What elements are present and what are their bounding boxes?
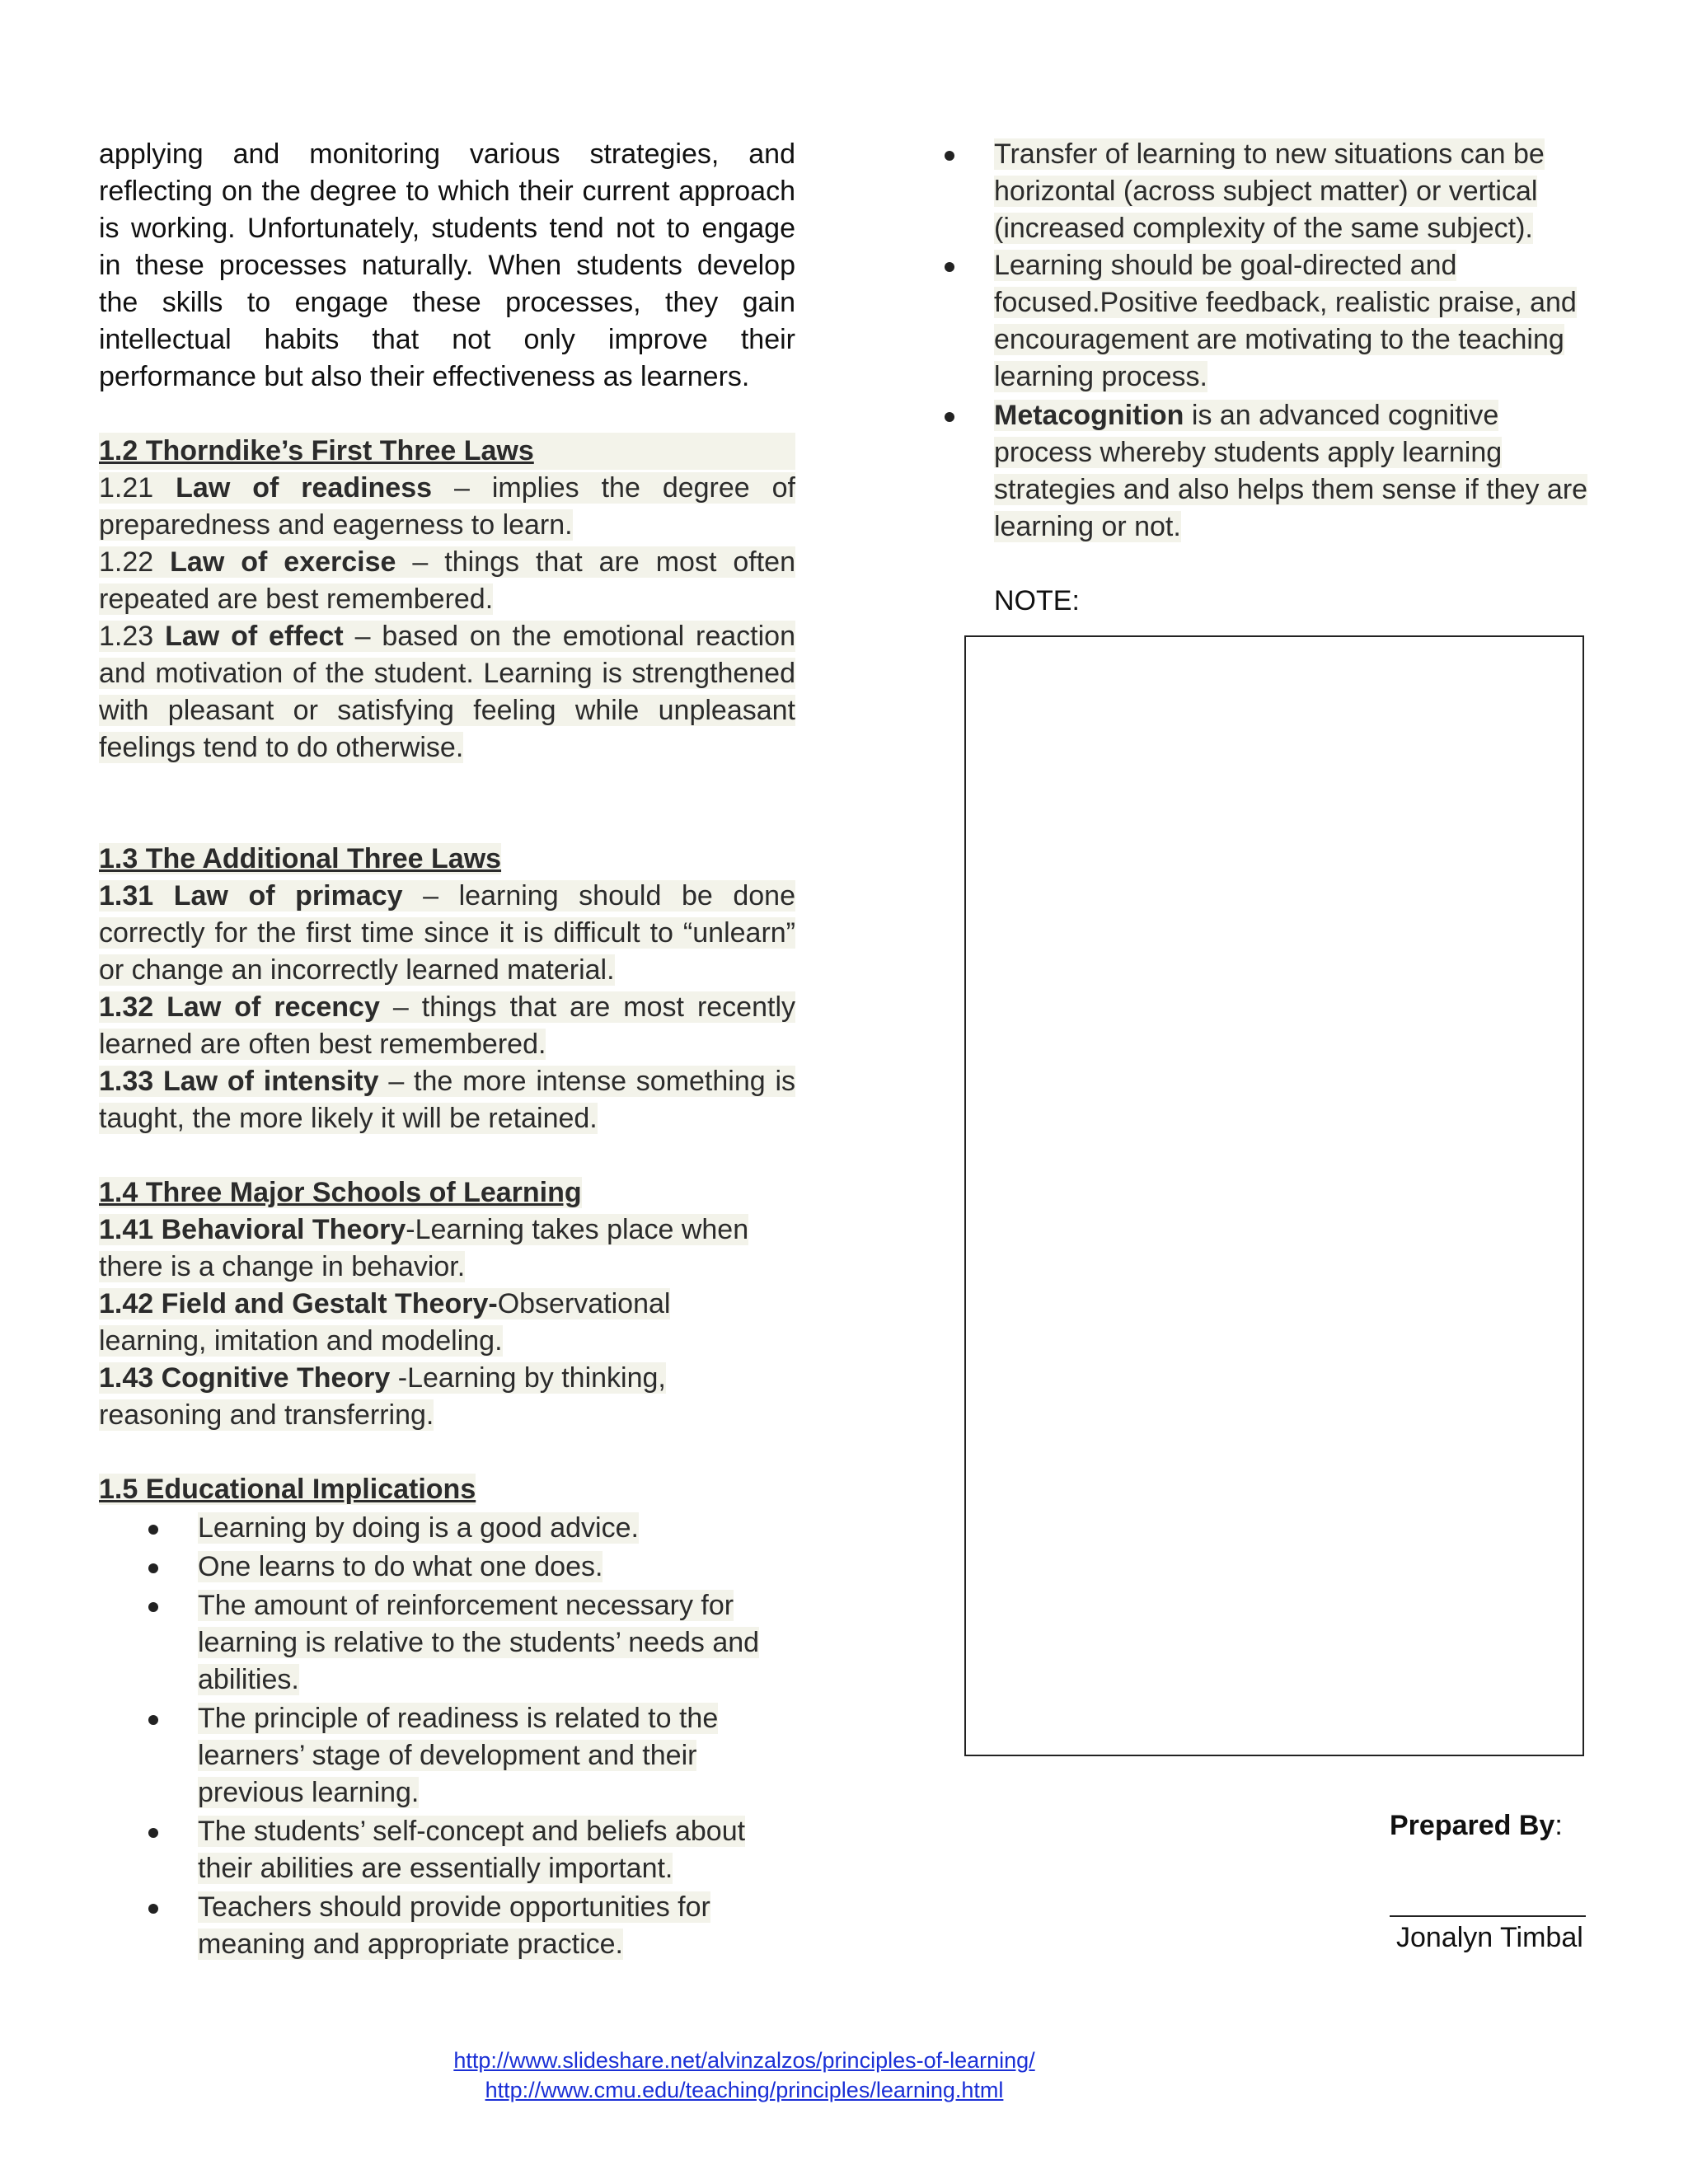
intro-paragraph: applying and monitoring various strategies, and reflecting on the degree to which their current approach is working. Unfortunately, students tend not to engage in these processes naturally. When students develop the skills to engage these processes, they gain intellectual habits that not only improve their performance but also their effectiveness as learners. bbox=[99, 138, 795, 392]
right-column bbox=[940, 136, 1591, 620]
law-recency: 1.32 Law of recency – things that are most recently learned are often best remembered. bbox=[99, 991, 795, 1060]
list-item: Teachers should provide opportunities for meaning and appropriate practice. bbox=[99, 1889, 775, 1963]
section-heading: 1.4 Three Major Schools of Learning bbox=[99, 1177, 582, 1208]
law-intensity: 1.33 Law of intensity – the more intense something is taught, the more likely it will be retained. bbox=[99, 1066, 795, 1134]
reference-link-cmu[interactable]: http://www.cmu.edu/teaching/principles/learning.html bbox=[485, 2078, 1004, 2102]
reference-links bbox=[0, 2046, 1489, 2105]
law-effect: 1.23 Law of effect – based on the emotional reaction and motivation of the student. Learning is strengthened with pleasant or satisfying feeling while unpleasant feelings tend to do otherwise. bbox=[99, 621, 796, 763]
note-label: NOTE: bbox=[994, 585, 1080, 616]
principles-list bbox=[940, 136, 1591, 546]
gestalt-theory: 1.42 Field and Gestalt Theory-Observational learning, imitation and modeling. bbox=[99, 1288, 671, 1357]
reference-link-slideshare[interactable]: http://www.slideshare.net/alvinzalzos/principles-of-learning/ bbox=[453, 2048, 1035, 2073]
bullet-icon bbox=[945, 412, 954, 422]
cognitive-theory: 1.43 Cognitive Theory -Learning by thinking, reasoning and transferring. bbox=[99, 1362, 666, 1431]
bullet-icon bbox=[945, 151, 954, 161]
section-heading: 1.3 The Additional Three Laws bbox=[99, 843, 502, 874]
bullet-icon bbox=[148, 1525, 158, 1535]
preparer-name: Jonalyn Timbal bbox=[1396, 1922, 1583, 1953]
list-item: The amount of reinforcement necessary for learning is relative to the students’ needs and abilities. bbox=[99, 1587, 775, 1699]
section-thorndike-laws bbox=[99, 433, 795, 766]
signature-line bbox=[1390, 1915, 1586, 1917]
list-item: Transfer of learning to new situations can be horizontal (across subject matter) or vertical (increased complexity of the same subject). bbox=[940, 136, 1591, 247]
section-heading: 1.5 Educational Implications bbox=[99, 1474, 476, 1505]
list-item: The students’ self-concept and beliefs about their abilities are essentially important. bbox=[99, 1813, 775, 1887]
section-additional-laws bbox=[99, 841, 795, 1137]
note-box[interactable] bbox=[964, 635, 1584, 1756]
list-item: Learning by doing is a good advice. bbox=[99, 1510, 775, 1547]
prepared-by-label: Prepared By: bbox=[1390, 1810, 1563, 1841]
law-readiness: 1.21 Law of readiness – implies the degree of preparedness and eagerness to learn. bbox=[99, 472, 796, 541]
list-item: Learning should be goal-directed and focused.Positive feedback, realistic praise, and encouragement are motivating to the teaching learning process. bbox=[940, 247, 1591, 396]
list-item: The principle of readiness is related to the learners’ stage of development and their previous learning. bbox=[99, 1700, 775, 1811]
section-educational-implications bbox=[99, 1471, 795, 1963]
section-heading: 1.2 Thorndike’s First Three Laws bbox=[99, 433, 795, 470]
law-exercise: 1.22 Law of exercise – things that are most often repeated are best remembered. bbox=[99, 546, 795, 615]
section-schools-of-learning bbox=[99, 1174, 783, 1434]
bullet-icon bbox=[148, 1715, 158, 1725]
law-primacy: 1.31 Law of primacy – learning should be done correctly for the first time since it is difficult to “unlearn” or change an incorrectly learned material. bbox=[99, 880, 795, 986]
bullet-icon bbox=[945, 262, 954, 272]
list-item: One learns to do what one does. bbox=[99, 1549, 775, 1586]
bullet-icon bbox=[148, 1828, 158, 1838]
left-column bbox=[99, 136, 795, 1963]
behavioral-theory: 1.41 Behavioral Theory-Learning takes place when there is a change in behavior. bbox=[99, 1214, 749, 1282]
list-item: Metacognition is an advanced cognitive process whereby students apply learning strategies and also helps them sense if they are learning or not. bbox=[940, 397, 1591, 546]
bullet-icon bbox=[148, 1602, 158, 1612]
bullet-icon bbox=[148, 1904, 158, 1914]
bullet-icon bbox=[148, 1563, 158, 1573]
implications-list bbox=[99, 1510, 775, 1963]
